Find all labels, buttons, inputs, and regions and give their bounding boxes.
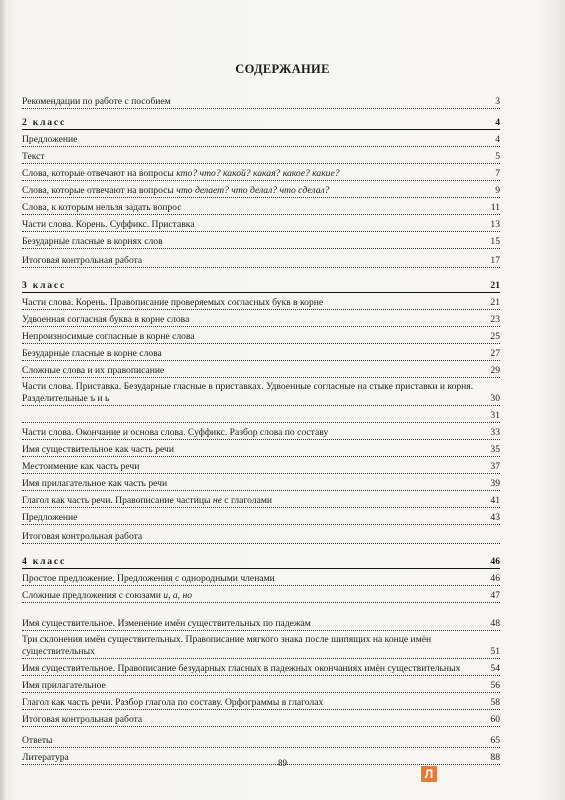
toc-entry-title: Имя существительное как часть речи [22,443,174,455]
toc-entry-title: Слова, которые отвечают на вопросы кто? что? какой? какая? какое? какие? [22,167,340,179]
table-of-contents [22,92,500,765]
toc-entry-title: Простое предложение. Предложения с однородными членами [22,572,275,584]
toc-entry-title: Части слова. Корень. Суффикс. Приставка [22,218,195,230]
toc-entry [22,474,500,491]
toc-entry [22,293,500,310]
toc-entry-page: 65 [490,734,500,746]
toc-entry-title: Местоимение как часть речи [22,460,140,472]
toc-entry [22,232,500,249]
toc-entry-title: 2 класс [22,116,67,128]
toc-entry [22,92,500,109]
toc-entry [22,659,500,676]
toc-entry [22,525,500,544]
toc-entry-title: Имя существительное. Изменение имён существительных по падежам [22,617,311,629]
toc-entry [22,457,500,474]
toc-entry-title: Части слова. Приставка. Безударные гласные в приставках. Удвоенные согласные на стыке приставки и корня. Разделительные ъ и ь [22,381,474,404]
page-title: СОДЕРЖАНИЕ [235,62,330,76]
toc-entry [22,147,500,164]
toc-entry-title: 3 класс [22,279,67,291]
toc-entry [22,249,500,268]
toc-entry-page: 11 [490,201,500,213]
toc-entry [22,130,500,147]
toc-entry-title: Части слова. Окончание и основа слова. Суффикс. Разбор слова по составу [22,426,329,438]
toc-entry [22,710,500,727]
toc-entry-page: 7 [495,167,500,179]
toc-entry [22,586,500,603]
toc-entry-page: 15 [490,235,500,247]
toc-entry-page: 4 [495,133,500,145]
toc-entry-title: Сложные предложения с союзами и, а, но [22,589,193,601]
toc-entry-title: Безударные гласные в корне слова [22,347,162,359]
page-number: 89 [278,758,287,768]
toc-entry-page: 3 [495,95,500,107]
toc-entry [22,215,500,232]
toc-entry-page: 51 [490,645,500,657]
toc-entry [22,631,500,659]
toc-entry-page: 47 [490,589,500,601]
toc-entry-title: Слова, которые отвечают на вопросы что делает? что делал? что сделал? [22,184,330,196]
toc-section-heading [22,113,500,130]
toc-entry-page: 30 [490,392,500,404]
toc-entry-page: 21 [490,296,500,308]
toc-entry-page: 41 [490,494,500,506]
toc-entry-page: 58 [490,696,500,708]
toc-entry-title: Литература [22,751,69,763]
toc-entry-page: 27 [490,347,500,359]
toc-entry-page: 46 [490,572,500,584]
toc-entry-title: Итоговая контрольная работа [22,530,143,542]
toc-entry-title: Итоговая контрольная работа [22,713,143,725]
toc-entry-title: Предложение [22,511,78,523]
toc-entry-title: Безударные гласные в корнях слов [22,235,163,247]
toc-entry-page: 37 [490,460,500,472]
toc-entry-title: Имя прилагательное [22,679,106,691]
toc-entry [22,164,500,181]
toc-entry-page: 54 [490,662,500,674]
toc-entry [22,181,500,198]
toc-entry [22,440,500,457]
toc-entry-title: Сложные слова и их правописание [22,364,165,376]
toc-entry [22,361,500,378]
toc-entry [22,327,500,344]
toc-entry [22,344,500,361]
toc-entry-title: 4 класс [22,555,67,567]
toc-entry [22,406,500,423]
toc-entry-title: Текст [22,150,45,162]
toc-entry-title: Непроизносимые согласные в корне слова [22,330,195,342]
toc-entry-page: 33 [490,426,500,438]
page-edge-shadow [0,0,6,800]
toc-entry-title: Три склонения имён существительных. Правописание мягкого знака после шипящих на конце имён существительных [22,634,432,657]
toc-entry-title: Части слова. Корень. Правописание проверяемых согласных букв в корне [22,296,324,308]
toc-entry [22,310,500,327]
toc-entry-title: Имя существительное. Правописание безударных гласных в падежных окончаниях имён существительных [22,662,461,674]
toc-entry-title: Имя прилагательное как часть речи [22,477,168,489]
toc-entry [22,378,500,406]
toc-section-heading [22,276,500,293]
toc-entry-page: 31 [490,409,500,421]
toc-entry [22,423,500,440]
toc-section-heading [22,552,500,569]
toc-entry-page: 43 [490,511,500,523]
toc-entry-title: Удвоенная согласная буква в корне слова [22,313,190,325]
toc-entry [22,508,500,525]
toc-entry-title: Ответы [22,734,53,746]
toc-entry [22,603,500,631]
toc-entry [22,676,500,693]
toc-entry-page: 39 [490,477,500,489]
toc-entry-page: 4 [495,116,500,128]
toc-entry-page: 48 [490,617,500,629]
toc-entry-title: Рекомендации по работе с пособием [22,95,171,107]
toc-entry-title: Предложение [22,133,78,145]
toc-entry-page: 56 [490,679,500,691]
toc-entry [22,693,500,710]
toc-entry [22,198,500,215]
toc-entry [22,491,500,508]
publisher-logo-icon: Л [421,766,437,782]
toc-entry-page: 88 [490,751,500,763]
toc-entry-title: Итоговая контрольная работа [22,254,143,266]
toc-entry-page: 23 [490,313,500,325]
toc-entry-page: 60 [490,713,500,725]
toc-entry-page: 17 [490,254,500,266]
toc-entry [22,731,500,748]
toc-entry [22,569,500,586]
toc-entry-title: Слова, к которым нельзя задать вопрос [22,201,182,213]
toc-entry-page: 35 [490,443,500,455]
toc-entry-page: 21 [490,279,500,291]
toc-entry-title: Глагол как часть речи. Правописание частицы не с глаголами [22,494,273,506]
toc-entry-title: Глагол как часть речи. Разбор глагола по составу. Орфограммы в глаголах [22,696,324,708]
toc-entry-page: 25 [490,330,500,342]
toc-entry-page: 5 [495,150,500,162]
toc-entry-page: 46 [490,555,500,567]
toc-entry-page: 13 [490,218,500,230]
toc-entry-page: 29 [490,364,500,376]
toc-entry-page: 9 [495,184,500,196]
